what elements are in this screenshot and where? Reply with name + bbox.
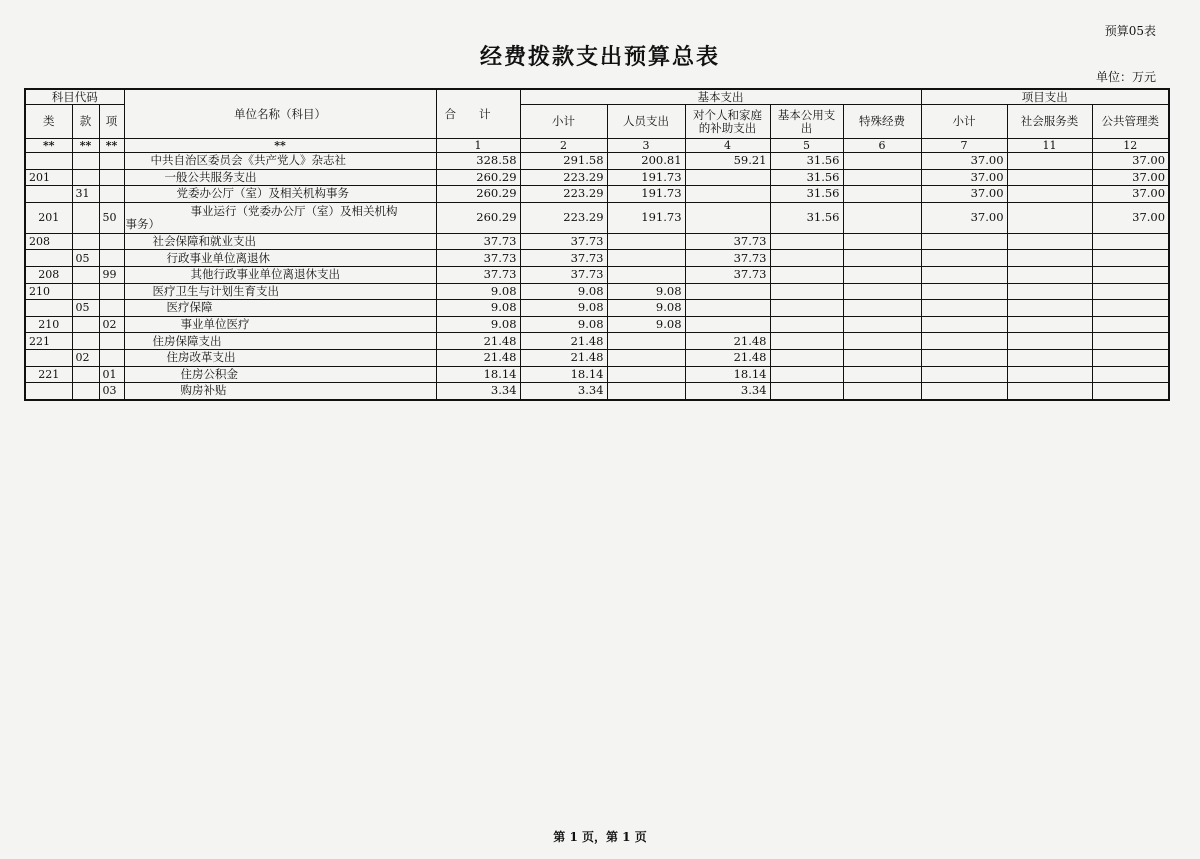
index-cell: 1 — [436, 139, 520, 153]
special-fund-cell — [843, 233, 921, 250]
personnel-cell — [607, 349, 685, 366]
index-cell: ** — [124, 139, 436, 153]
table-row — [25, 233, 1169, 250]
unit-name-cell: 购房补贴 — [124, 383, 436, 400]
basic-subtotal-cell: 291.58 — [520, 153, 607, 170]
total-cell: 260.29 — [436, 202, 520, 233]
xiang-cell — [99, 169, 124, 186]
public-admin-cell — [1092, 283, 1169, 300]
personnel-cell — [607, 383, 685, 400]
special-fund-cell — [843, 186, 921, 203]
social-service-cell — [1007, 250, 1092, 267]
public-expense-cell — [770, 349, 843, 366]
budget-table — [24, 88, 1170, 401]
social-service-cell — [1007, 202, 1092, 233]
social-service-cell — [1007, 300, 1092, 317]
total-cell: 328.58 — [436, 153, 520, 170]
total-cell: 9.08 — [436, 300, 520, 317]
kuan-cell — [72, 233, 99, 250]
subsidy-cell — [685, 186, 770, 203]
index-cell: ** — [99, 139, 124, 153]
lei-cell: 221 — [25, 366, 72, 383]
subsidy-cell: 37.73 — [685, 233, 770, 250]
public-admin-cell — [1092, 349, 1169, 366]
public-expense-cell — [770, 366, 843, 383]
basic-subtotal-cell: 18.14 — [520, 366, 607, 383]
index-cell: 11 — [1007, 139, 1092, 153]
special-fund-cell — [843, 250, 921, 267]
index-cell: ** — [25, 139, 72, 153]
personnel-cell — [607, 366, 685, 383]
social-service-header: 社会服务类 — [1007, 105, 1092, 139]
personnel-cell: 191.73 — [607, 186, 685, 203]
personnel-cell: 191.73 — [607, 202, 685, 233]
special-fund-cell — [843, 300, 921, 317]
public-admin-cell — [1092, 366, 1169, 383]
subsidy-cell: 37.73 — [685, 250, 770, 267]
subsidy-header: 对个人和家庭的补助支出 — [685, 105, 770, 139]
public-admin-cell — [1092, 233, 1169, 250]
lei-cell: 210 — [25, 316, 72, 333]
unit-name-cell: 住房保障支出 — [124, 333, 436, 350]
lei-cell — [25, 300, 72, 317]
xiang-cell — [99, 349, 124, 366]
public-admin-cell — [1092, 266, 1169, 283]
personnel-cell — [607, 233, 685, 250]
page-number-footer: 第 1 页，第 1 页 — [553, 830, 647, 844]
public-expense-cell — [770, 250, 843, 267]
table-row — [25, 283, 1169, 300]
unit-name-cell — [124, 202, 436, 233]
project-subtotal-header: 小计 — [921, 105, 1007, 139]
total-cell: 21.48 — [436, 349, 520, 366]
table-row — [25, 186, 1169, 203]
project-subtotal-cell — [921, 333, 1007, 350]
basic-subtotal-cell: 223.29 — [520, 169, 607, 186]
kuan-cell — [72, 316, 99, 333]
project-subtotal-cell: 37.00 — [921, 153, 1007, 170]
kuan-cell — [72, 366, 99, 383]
kuan-cell — [72, 266, 99, 283]
table-row — [25, 169, 1169, 186]
unit-name-cell: 其他行政事业单位离退休支出 — [124, 266, 436, 283]
basic-subtotal-cell: 37.73 — [520, 266, 607, 283]
project-subtotal-cell — [921, 349, 1007, 366]
total-cell: 260.29 — [436, 169, 520, 186]
personnel-cell: 9.08 — [607, 283, 685, 300]
unit-name-cell: 一般公共服务支出 — [124, 169, 436, 186]
special-fund-cell — [843, 169, 921, 186]
lei-cell — [25, 186, 72, 203]
subsidy-cell — [685, 283, 770, 300]
table-row — [25, 300, 1169, 317]
xiang-header: 项 — [99, 105, 124, 139]
public-expense-cell: 31.56 — [770, 202, 843, 233]
xiang-cell — [99, 250, 124, 267]
xiang-cell — [99, 153, 124, 170]
page-title: 经费拨款支出预算总表 — [479, 44, 720, 70]
table-row — [25, 202, 1169, 233]
lei-cell: 201 — [25, 169, 72, 186]
project-subtotal-cell: 37.00 — [921, 186, 1007, 203]
public-admin-cell: 37.00 — [1092, 153, 1169, 170]
social-service-cell — [1007, 333, 1092, 350]
index-cell: 4 — [685, 139, 770, 153]
total-cell: 37.73 — [436, 233, 520, 250]
subsidy-cell — [685, 169, 770, 186]
total-header: 合 计 — [436, 89, 520, 139]
xiang-cell: 50 — [99, 202, 124, 233]
basic-subtotal-cell: 21.48 — [520, 333, 607, 350]
basic-subtotal-cell: 37.73 — [520, 250, 607, 267]
project-subtotal-cell — [921, 366, 1007, 383]
special-fund-header: 特殊经费 — [843, 105, 921, 139]
unit-name-cell: 医疗卫生与计划生育支出 — [124, 283, 436, 300]
personnel-header: 人员支出 — [607, 105, 685, 139]
basic-subtotal-cell: 223.29 — [520, 186, 607, 203]
public-admin-cell: 37.00 — [1092, 202, 1169, 233]
public-expense-cell: 31.56 — [770, 186, 843, 203]
xiang-cell — [99, 300, 124, 317]
public-admin-cell — [1092, 250, 1169, 267]
index-cell: 12 — [1092, 139, 1169, 153]
social-service-cell — [1007, 169, 1092, 186]
public-expense-cell — [770, 266, 843, 283]
basic-subtotal-cell: 3.34 — [520, 383, 607, 400]
project-subtotal-cell — [921, 250, 1007, 267]
index-cell: 3 — [607, 139, 685, 153]
public-expense-cell: 31.56 — [770, 169, 843, 186]
index-cell: 5 — [770, 139, 843, 153]
lei-cell: 221 — [25, 333, 72, 350]
social-service-cell — [1007, 283, 1092, 300]
public-expense-cell: 31.56 — [770, 153, 843, 170]
special-fund-cell — [843, 366, 921, 383]
unit-name-line-1: 事业运行（党委办公厅（室）及相关机构 — [190, 203, 398, 218]
special-fund-cell — [843, 283, 921, 300]
social-service-cell — [1007, 153, 1092, 170]
unit-name-cell: 住房公积金 — [124, 366, 436, 383]
lei-cell — [25, 153, 72, 170]
subsidy-cell: 21.48 — [685, 349, 770, 366]
unit-name-cell: 事业单位医疗 — [124, 316, 436, 333]
special-fund-cell — [843, 266, 921, 283]
code-group-header: 科目代码 — [25, 89, 124, 105]
project-subtotal-cell — [921, 283, 1007, 300]
project-subtotal-cell — [921, 300, 1007, 317]
unit-name-header: 单位名称（科目） — [124, 89, 436, 139]
xiang-cell: 03 — [99, 383, 124, 400]
personnel-cell: 200.81 — [607, 153, 685, 170]
project-subtotal-cell: 37.00 — [921, 169, 1007, 186]
public-admin-cell: 37.00 — [1092, 186, 1169, 203]
subsidy-cell: 59.21 — [685, 153, 770, 170]
total-cell: 37.73 — [436, 266, 520, 283]
social-service-cell — [1007, 349, 1092, 366]
unit-label: 单位：万元 — [1095, 70, 1156, 84]
unit-name-line-2: 事务） — [125, 216, 161, 231]
unit-name-cell: 医疗保障 — [124, 300, 436, 317]
xiang-cell — [99, 283, 124, 300]
kuan-cell — [72, 169, 99, 186]
xiang-cell: 02 — [99, 316, 124, 333]
special-fund-cell — [843, 333, 921, 350]
table-row — [25, 266, 1169, 283]
project-subtotal-cell — [921, 233, 1007, 250]
total-cell: 9.08 — [436, 283, 520, 300]
basic-subtotal-header: 小计 — [520, 105, 607, 139]
special-fund-cell — [843, 202, 921, 233]
total-cell: 37.73 — [436, 250, 520, 267]
lei-cell: 208 — [25, 233, 72, 250]
header-row-group — [25, 89, 1169, 105]
lei-header: 类 — [25, 105, 72, 139]
total-cell: 18.14 — [436, 366, 520, 383]
public-expense-cell — [770, 283, 843, 300]
subsidy-cell — [685, 316, 770, 333]
special-fund-cell — [843, 153, 921, 170]
social-service-cell — [1007, 266, 1092, 283]
kuan-cell — [72, 153, 99, 170]
lei-cell — [25, 383, 72, 400]
public-expense-cell — [770, 300, 843, 317]
kuan-cell — [72, 283, 99, 300]
table-row — [25, 153, 1169, 170]
basic-subtotal-cell: 21.48 — [520, 349, 607, 366]
form-number: 预算05表 — [1104, 24, 1156, 38]
column-index-row — [25, 139, 1169, 153]
total-cell: 3.34 — [436, 383, 520, 400]
project-subtotal-cell — [921, 316, 1007, 333]
index-cell: ** — [72, 139, 99, 153]
special-fund-cell — [843, 316, 921, 333]
xiang-cell — [99, 186, 124, 203]
public-expense-cell — [770, 233, 843, 250]
personnel-cell — [607, 333, 685, 350]
kuan-cell — [72, 333, 99, 350]
subsidy-cell: 37.73 — [685, 266, 770, 283]
personnel-cell — [607, 250, 685, 267]
unit-name-cell: 中共自治区委员会《共产党人》杂志社 — [124, 153, 436, 170]
lei-cell: 208 — [25, 266, 72, 283]
table-row — [25, 383, 1169, 400]
kuan-header: 款 — [72, 105, 99, 139]
subsidy-cell — [685, 202, 770, 233]
kuan-cell: 31 — [72, 186, 99, 203]
public-admin-cell — [1092, 300, 1169, 317]
table-row — [25, 349, 1169, 366]
lei-cell — [25, 250, 72, 267]
index-cell: 7 — [921, 139, 1007, 153]
personnel-cell: 191.73 — [607, 169, 685, 186]
table-row — [25, 250, 1169, 267]
kuan-cell — [72, 383, 99, 400]
social-service-cell — [1007, 316, 1092, 333]
table-row — [25, 333, 1169, 350]
basic-subtotal-cell: 37.73 — [520, 233, 607, 250]
public-admin-cell — [1092, 383, 1169, 400]
unit-name-cell: 行政事业单位离退休 — [124, 250, 436, 267]
total-cell: 9.08 — [436, 316, 520, 333]
total-cell: 260.29 — [436, 186, 520, 203]
kuan-cell — [72, 202, 99, 233]
xiang-cell: 99 — [99, 266, 124, 283]
xiang-cell: 01 — [99, 366, 124, 383]
basic-subtotal-cell: 9.08 — [520, 316, 607, 333]
public-admin-header: 公共管理类 — [1092, 105, 1169, 139]
unit-name-cell: 住房改革支出 — [124, 349, 436, 366]
kuan-cell: 05 — [72, 250, 99, 267]
social-service-cell — [1007, 366, 1092, 383]
subsidy-cell — [685, 300, 770, 317]
social-service-cell — [1007, 186, 1092, 203]
personnel-cell — [607, 266, 685, 283]
lei-cell — [25, 349, 72, 366]
public-admin-cell — [1092, 333, 1169, 350]
basic-subtotal-cell: 9.08 — [520, 283, 607, 300]
table-row — [25, 366, 1169, 383]
special-fund-cell — [843, 349, 921, 366]
personnel-cell: 9.08 — [607, 316, 685, 333]
basic-subtotal-cell: 223.29 — [520, 202, 607, 233]
project-subtotal-cell — [921, 266, 1007, 283]
project-expense-group-header: 项目支出 — [921, 89, 1169, 105]
xiang-cell — [99, 333, 124, 350]
subsidy-cell: 3.34 — [685, 383, 770, 400]
special-fund-cell — [843, 383, 921, 400]
project-subtotal-cell — [921, 383, 1007, 400]
social-service-cell — [1007, 233, 1092, 250]
xiang-cell — [99, 233, 124, 250]
public-expense-cell — [770, 316, 843, 333]
unit-name-cell: 社会保障和就业支出 — [124, 233, 436, 250]
lei-cell: 201 — [25, 202, 72, 233]
kuan-cell: 02 — [72, 349, 99, 366]
total-cell: 21.48 — [436, 333, 520, 350]
basic-subtotal-cell: 9.08 — [520, 300, 607, 317]
basic-expense-group-header: 基本支出 — [520, 89, 921, 105]
social-service-cell — [1007, 383, 1092, 400]
index-cell: 2 — [520, 139, 607, 153]
unit-name-cell: 党委办公厅（室）及相关机构事务 — [124, 186, 436, 203]
kuan-cell: 05 — [72, 300, 99, 317]
public-admin-cell — [1092, 316, 1169, 333]
project-subtotal-cell: 37.00 — [921, 202, 1007, 233]
subsidy-cell: 18.14 — [685, 366, 770, 383]
table-row — [25, 316, 1169, 333]
public-expense-header: 基本公用支出 — [770, 105, 843, 139]
subsidy-cell: 21.48 — [685, 333, 770, 350]
index-cell: 6 — [843, 139, 921, 153]
public-admin-cell: 37.00 — [1092, 169, 1169, 186]
personnel-cell: 9.08 — [607, 300, 685, 317]
public-expense-cell — [770, 383, 843, 400]
public-expense-cell — [770, 333, 843, 350]
lei-cell: 210 — [25, 283, 72, 300]
